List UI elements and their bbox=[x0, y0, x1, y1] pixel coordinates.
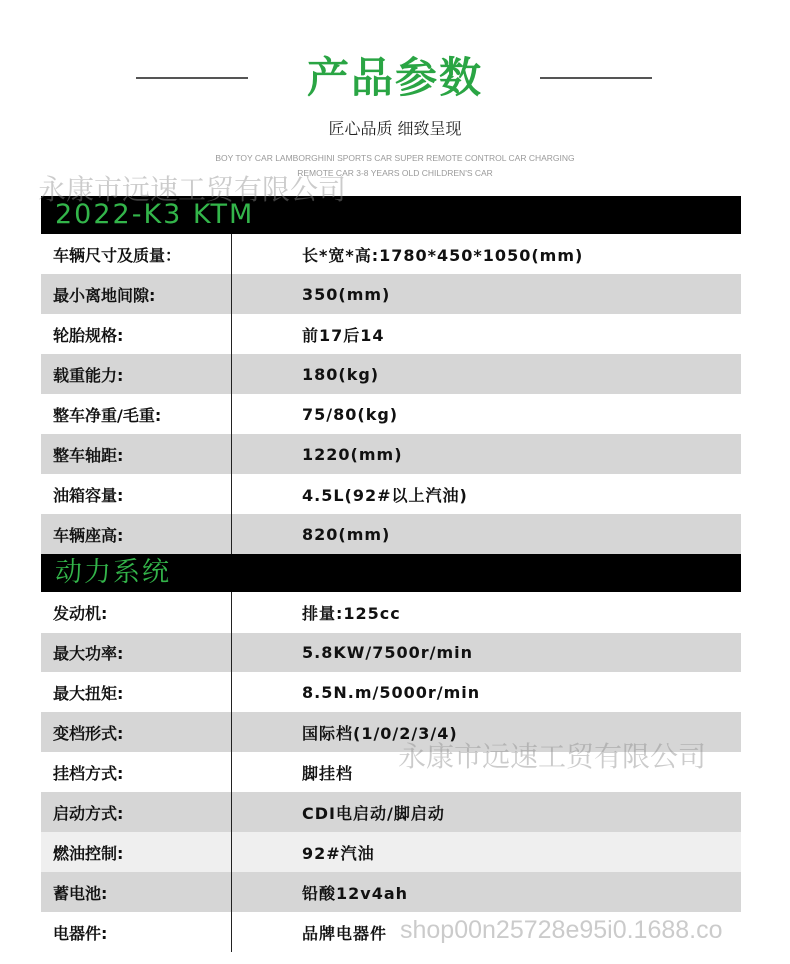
table-row bbox=[41, 354, 741, 394]
row-label: 轮胎规格: bbox=[53, 325, 124, 345]
english-caption-line-2: REMOTE CAR 3-8 YEARS OLD CHILDREN'S CAR bbox=[297, 168, 493, 178]
english-caption-line-1: BOY TOY CAR LAMBORGHINI SPORTS CAR SUPER REMOTE CONTROL CAR CHARGING bbox=[215, 153, 575, 163]
row-label: 载重能力: bbox=[53, 365, 124, 385]
row-value: 品牌电器件 bbox=[302, 923, 388, 943]
table-row bbox=[41, 872, 741, 912]
row-value: 180(kg) bbox=[302, 364, 380, 384]
row-label: 车辆尺寸及质量： bbox=[53, 245, 182, 265]
row-value: 92#汽油 bbox=[302, 843, 375, 863]
row-value: 国际档(1/0/2/3/4) bbox=[302, 723, 458, 743]
row-label: 燃油控制: bbox=[53, 843, 124, 863]
section-header-powertrain bbox=[41, 554, 741, 592]
table-row bbox=[41, 274, 741, 314]
table-row bbox=[41, 912, 741, 952]
row-label: 最大扭矩: bbox=[53, 683, 124, 703]
row-label: 蓄电池: bbox=[53, 883, 108, 903]
table-row bbox=[41, 792, 741, 832]
row-label: 整车轴距: bbox=[53, 445, 124, 465]
row-value: 350(mm) bbox=[302, 284, 391, 304]
row-label: 发动机: bbox=[53, 604, 108, 623]
row-label: 启动方式: bbox=[53, 803, 124, 823]
row-label: 车辆座高: bbox=[53, 525, 124, 545]
row-value: 75/80(kg) bbox=[302, 404, 399, 424]
table-row bbox=[41, 234, 741, 274]
page-title: 产品参数 bbox=[306, 53, 483, 102]
table-row bbox=[41, 474, 741, 514]
table-row bbox=[41, 672, 741, 712]
row-value: 8.5N.m/5000r/min bbox=[302, 682, 481, 702]
row-value: 脚挂档 bbox=[302, 763, 354, 783]
table-row bbox=[41, 752, 741, 792]
row-value: 前17后14 bbox=[302, 325, 385, 345]
page-subtitle: 匠心品质 细致呈现 bbox=[328, 119, 462, 138]
table-row bbox=[41, 514, 741, 554]
table-row bbox=[41, 712, 741, 752]
row-label: 最小离地间隙: bbox=[53, 285, 156, 305]
row-label: 变档形式: bbox=[53, 723, 124, 743]
section-title: 动力系统 bbox=[55, 557, 171, 588]
table-row bbox=[41, 633, 741, 672]
row-label: 最大功率: bbox=[53, 644, 124, 663]
row-value: 5.8KW/7500r/min bbox=[302, 643, 474, 662]
row-label: 整车净重/毛重: bbox=[53, 405, 162, 425]
table-row bbox=[41, 592, 741, 633]
row-value: 4.5L(92#以上汽油) bbox=[302, 485, 468, 505]
watermark-company-middle: 永康市远速工贸有限公司 bbox=[398, 740, 707, 773]
row-value: 长*宽*高:1780*450*1050(mm) bbox=[302, 245, 584, 265]
row-value: 排量:125cc bbox=[302, 604, 401, 623]
row-label: 电器件: bbox=[53, 923, 108, 943]
section-header-model bbox=[41, 196, 741, 234]
table-row bbox=[41, 832, 741, 872]
table-row bbox=[41, 434, 741, 474]
watermark-shop-url: shop00n25728e95i0.1688.co bbox=[400, 916, 723, 944]
row-label: 油箱容量: bbox=[53, 485, 124, 505]
row-value: 1220(mm) bbox=[302, 444, 403, 464]
row-value: 820(mm) bbox=[302, 524, 391, 544]
row-value: 铅酸12v4ah bbox=[302, 883, 409, 903]
row-value: CDI电启动/脚启动 bbox=[302, 803, 445, 823]
watermark-company-top: 永康市远速工贸有限公司 bbox=[38, 173, 347, 206]
table-row bbox=[41, 314, 741, 354]
row-label: 挂档方式: bbox=[53, 763, 124, 783]
spec-table bbox=[41, 196, 741, 952]
table-row bbox=[41, 394, 741, 434]
section-title: 2022-K3 KTM bbox=[55, 199, 255, 230]
